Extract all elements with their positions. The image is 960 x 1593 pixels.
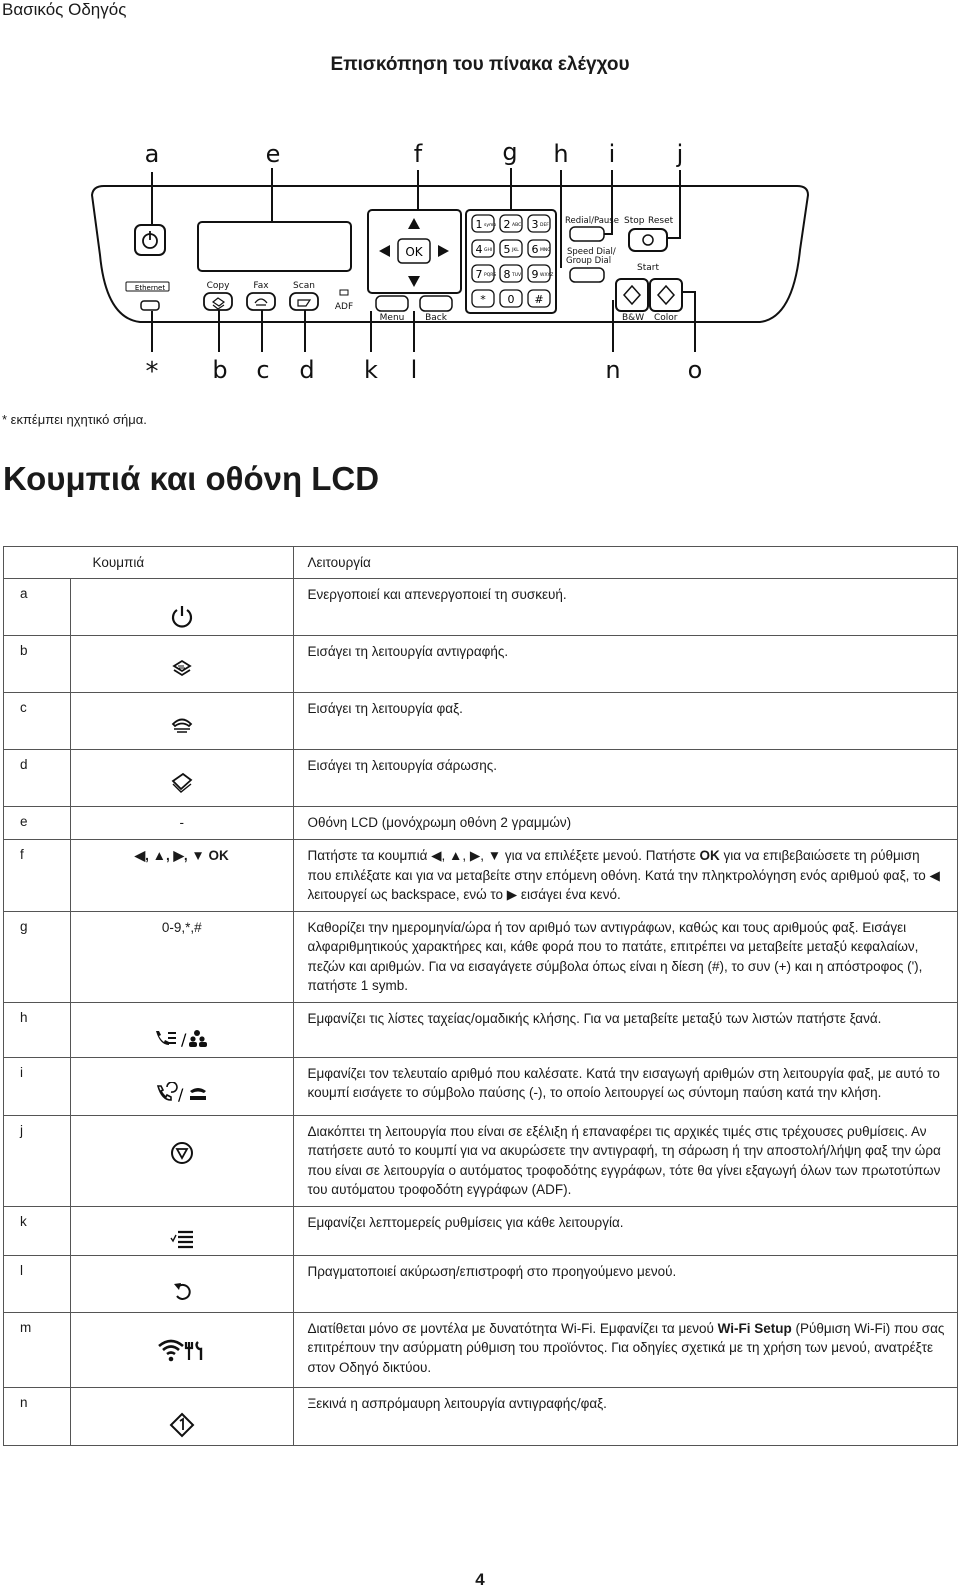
keypad-key-label: 4 <box>475 243 483 256</box>
svg-text:/: / <box>180 1029 187 1049</box>
row-button <box>71 693 294 750</box>
fax-button <box>247 293 275 310</box>
svg-text:Color: Color <box>654 313 678 323</box>
callout-e: e <box>265 140 281 168</box>
keypad-key-label: * <box>480 293 486 306</box>
svg-text:Scan: Scan <box>293 281 315 291</box>
description-text: Πατήστε τα κουμπιά ◀, ▲, ▶, ▼ για να επιλέξετε μενού. Πατήστε <box>307 848 700 863</box>
row-description: Εμφανίζει τις λίστες ταχείας/ομαδικής κλήσης. Για να μεταβείτε μεταξύ των λιστών πατήστε ξανά. <box>293 1002 958 1057</box>
scan-icon <box>71 750 293 794</box>
beeper <box>141 301 159 310</box>
row-description <box>293 1312 958 1387</box>
callout-f: f <box>413 140 423 168</box>
back-button <box>420 296 452 311</box>
table-header-row <box>4 547 958 579</box>
svg-text:Ethernet: Ethernet <box>134 284 166 292</box>
row-button <box>71 1002 294 1057</box>
fax-icon <box>71 693 293 737</box>
page-number: 4 <box>475 1570 485 1589</box>
table-row <box>4 911 958 1002</box>
keypad-key-label: 5 <box>503 243 511 256</box>
keypad-key-label: 9 <box>531 268 539 281</box>
svg-text:Redial/Pause: Redial/Pause <box>565 216 619 226</box>
row-description: Ενεργοποιεί και απενεργοποιεί τη συσκευή. <box>293 579 958 636</box>
description-keyword: OK <box>699 848 720 863</box>
row-button <box>71 807 294 840</box>
row-description: Διακόπτει τη λειτουργία που είναι σε εξέλιξη ή επαναφέρει τις αρχικές τιμές στις τρέχουσες ρυθμίσεις. Αν πατήσετε αυτό το κουμπί για να ακυρώσετε την αντιγραφή, τη σάρωση ή την αποστολή/λήψη φαξ την ώρα που είναι σε λειτουργία ο αυτόματος τροφοδότης εγγράφων, τότε θα γίνει εξαγωγή όλων των πρωτοτύπων του αυτόματου τροφοδότη εγγράφων (ADF). <box>293 1115 958 1206</box>
row-button <box>71 636 294 693</box>
row-description: Οθόνη LCD (μονόχρωμη οθόνη 2 γραμμών) <box>293 807 958 840</box>
table-row <box>4 1002 958 1057</box>
keypad-key-sublabel: MNO <box>540 248 551 253</box>
callout-h: h <box>553 140 569 168</box>
start-bw-button <box>616 279 648 311</box>
row-description: Εισάγει τη λειτουργία φαξ. <box>293 693 958 750</box>
back-icon <box>71 1256 293 1304</box>
buttons-table <box>3 546 958 1446</box>
svg-text:Fax: Fax <box>253 281 269 291</box>
row-key: d <box>4 750 71 807</box>
keypad-key-sublabel: ABC <box>512 223 522 228</box>
callout-asterisk: * <box>145 357 159 387</box>
description-keyword: Wi-Fi Setup <box>717 1320 792 1336</box>
row-key: f <box>4 840 71 912</box>
row-button <box>71 1312 294 1387</box>
menu-button <box>376 296 408 311</box>
row-button <box>71 1387 294 1445</box>
svg-text:OK: OK <box>405 245 423 259</box>
keypad-key-sublabel: DEF <box>540 223 549 228</box>
row-description: Ξεκινά η ασπρόμαυρη λειτουργία αντιγραφής/φαξ. <box>293 1387 958 1445</box>
table-row <box>4 807 958 840</box>
stop-icon <box>71 1116 293 1166</box>
row-key: h <box>4 1002 71 1057</box>
row-button <box>71 840 294 912</box>
callout-i: i <box>608 140 616 168</box>
row-key: k <box>4 1206 71 1255</box>
keypad-key-sublabel: TUV <box>512 273 522 278</box>
row-description: Πραγματοποιεί ακύρωση/επιστροφή στο προηγούμενο μενού. <box>293 1255 958 1312</box>
keypad-key-label: 3 <box>531 218 539 231</box>
button-text: 0-9,*,# <box>161 919 202 935</box>
svg-text:Start: Start <box>637 263 659 273</box>
row-key: c <box>4 693 71 750</box>
row-button <box>71 750 294 807</box>
table-row <box>4 1057 958 1115</box>
callout-c: c <box>256 356 270 384</box>
start-bw-icon <box>71 1388 293 1438</box>
table-row <box>4 636 958 693</box>
svg-text:Reset: Reset <box>648 216 674 226</box>
table-row <box>4 1206 958 1255</box>
table-row <box>4 750 958 807</box>
keypad-key-sublabel: GHI <box>484 248 493 253</box>
svg-text:Back: Back <box>425 313 447 323</box>
button-text: - <box>179 815 184 830</box>
table-row <box>4 1115 958 1206</box>
keypad-key-label: 8 <box>503 268 511 281</box>
copy-icon <box>71 636 293 680</box>
row-key: i <box>4 1057 71 1115</box>
keypad-key-label: 0 <box>507 293 515 306</box>
row-button <box>71 1206 294 1255</box>
svg-text:Group Dial: Group Dial <box>566 256 612 266</box>
scan-button <box>290 293 318 310</box>
row-description: Εισάγει τη λειτουργία σάρωσης. <box>293 750 958 807</box>
callout-l: l <box>410 356 418 384</box>
keypad-key-sublabel: WXYZ <box>540 273 554 278</box>
table-row <box>4 693 958 750</box>
row-button <box>71 1057 294 1115</box>
description-text: για να επιβεβαιώσετε τη ρύθμιση που επιλέξατε και για να μεταβείτε στην επόμενη οθόνη. Κατά την πληκτρολόγηση ενός αριθμού φαξ, το ◀ λειτουργεί ως backspace, ενώ το ▶ εισάγει ένα κενό. <box>307 848 940 902</box>
header-function: Λειτουργία <box>293 547 958 579</box>
header-buttons: Κουμπιά <box>71 547 294 579</box>
row-key: m <box>4 1312 71 1387</box>
svg-text:Copy: Copy <box>206 281 230 291</box>
power-icon <box>71 579 293 629</box>
callout-d: d <box>299 356 315 384</box>
svg-text:Speed Dial/: Speed Dial/ <box>567 247 616 257</box>
section-title: Επισκόπηση του πίνακα ελέγχου <box>330 54 630 75</box>
table-row <box>4 840 958 912</box>
callout-k: k <box>364 356 378 384</box>
keypad-key-sublabel: JKL <box>512 248 519 253</box>
row-description <box>293 840 958 912</box>
keypad-key-label: 6 <box>531 243 539 256</box>
row-key: g <box>4 911 71 1002</box>
keypad-key-sublabel: symb <box>484 223 497 228</box>
callout-j: j <box>676 140 684 168</box>
callout-a: a <box>144 140 160 168</box>
callout-b: b <box>212 356 228 384</box>
svg-text:B&W: B&W <box>622 313 645 323</box>
footnote: * εκπέμπει ηχητικό σήμα. <box>2 412 147 427</box>
svg-text:/: / <box>177 1084 184 1104</box>
lcd-screen <box>198 222 351 271</box>
row-description: Καθορίζει την ημερομηνία/ώρα ή τον αριθμό των αντιγράφων, καθώς και τους αριθμούς φαξ. Εισάγει αλφαριθμητικούς χαρακτήρες και, κάθε φορά που το πατάτε, επιτρέπει να μεταβείτε μεταξύ κεφαλαίων, πεζών και αριθμών. Για να εισαγάγετε σύμβολα όπως είναι η δίεση (#), το συν (+) και η απόστροφος ('), πατήστε 1 symb. <box>293 911 958 1002</box>
row-description: Εμφανίζει τον τελευταίο αριθμό που καλέσατε. Κατά την εισαγωγή αριθμών στη λειτουργία φαξ, με αυτό το κουμπί εισάγετε το σύμβολο παύσης (-), το οποίο λειτουργεί ως σύντομη παύση κατά την κλήση. <box>293 1057 958 1115</box>
menu-icon <box>71 1207 293 1249</box>
speed-dial-button <box>570 268 604 282</box>
row-description: Εμφανίζει λεπτομερείς ρυθμίσεις για κάθε λειτουργία. <box>293 1206 958 1255</box>
row-key: j <box>4 1115 71 1206</box>
svg-text:Stop: Stop <box>624 216 645 226</box>
keypad-key-label: 1 <box>475 218 483 231</box>
keypad-key-label: 7 <box>475 268 483 281</box>
button-text: ◀, ▲, ▶, ▼ OK <box>134 848 229 863</box>
copy-button <box>204 293 232 310</box>
callout-o: o <box>687 356 703 384</box>
callout-g: g <box>502 138 518 166</box>
table-row <box>4 1387 958 1445</box>
table-row <box>4 1255 958 1312</box>
keypad-key-label: 2 <box>503 218 511 231</box>
document-header: Βασικός Οδηγός <box>2 0 127 19</box>
row-description: Εισάγει τη λειτουργία αντιγραφής. <box>293 636 958 693</box>
control-panel-diagram <box>0 130 960 400</box>
redial-button <box>570 227 604 241</box>
description-text: Διατίθεται μόνο σε μοντέλα με δυνατότητα Wi-Fi. Εμφανίζει τα μενού <box>307 1320 718 1336</box>
row-button <box>71 911 294 1002</box>
row-button <box>71 579 294 636</box>
speed-dial-icon <box>71 1003 293 1049</box>
svg-text:ADF: ADF <box>334 302 354 312</box>
table-row <box>4 1312 958 1387</box>
row-key: b <box>4 636 71 693</box>
row-button <box>71 1115 294 1206</box>
start-color-button <box>650 279 682 311</box>
row-key: n <box>4 1387 71 1445</box>
row-key: a <box>4 579 71 636</box>
svg-text:Menu: Menu <box>379 313 405 323</box>
wifi-setup-icon <box>71 1313 293 1363</box>
table-row <box>4 579 958 636</box>
description-text: (Ρύθμιση Wi-Fi) που σας επιτρέπουν την ασύρματη ρύθμιση του προϊόντος. Για οδηγίες σχετικά με τη χρήση των μενού, ανατρέξτε στον Οδηγό δικτύου. <box>307 1320 945 1375</box>
redial-icon <box>71 1058 293 1104</box>
row-button <box>71 1255 294 1312</box>
stop-button <box>629 229 667 251</box>
keypad-key-sublabel: PQRS <box>484 273 497 278</box>
keypad-key-label: # <box>534 293 544 306</box>
callout-n: n <box>605 356 621 384</box>
lcd-section-title: Κουμπιά και οθόνη LCD <box>3 460 380 497</box>
row-key: l <box>4 1255 71 1312</box>
row-key: e <box>4 807 71 840</box>
